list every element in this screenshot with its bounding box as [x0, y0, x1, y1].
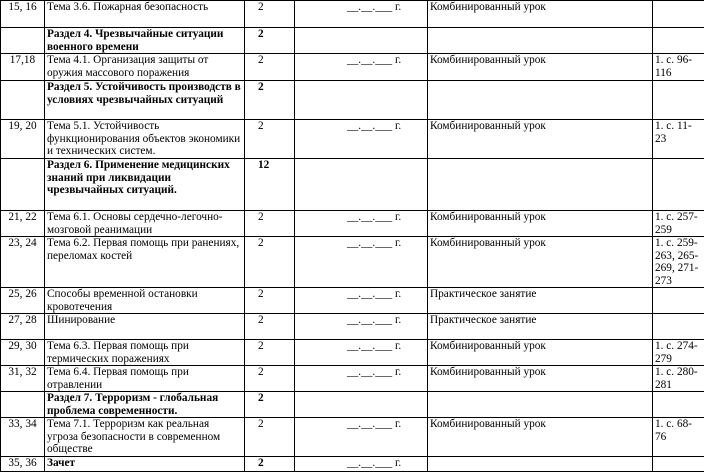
- table-row: [1, 54, 704, 81]
- topic-cell: Раздел 4. Чрезвычайные ситуации военного времени: [45, 28, 245, 54]
- hours-cell: 2: [245, 340, 295, 366]
- lesson-number-cell: 35, 36: [1, 457, 45, 472]
- reference-cell: 1. с. 257-259: [653, 211, 704, 237]
- date-cell: __.__.___ г.: [295, 54, 428, 81]
- lesson-number-cell: 21, 22: [1, 211, 45, 237]
- lesson-type-cell: Комбинированный урок: [428, 211, 653, 237]
- table-row: [1, 366, 704, 392]
- topic-cell: Тема 3.6. Пожарная безопасность: [45, 1, 245, 28]
- reference-cell: 1. с. 274-279: [653, 340, 704, 366]
- topic-cell: Способы временной остановки кровотечения: [45, 288, 245, 314]
- hours-cell: 2: [245, 28, 295, 54]
- reference-cell: [653, 159, 704, 211]
- topic-cell: Тема 6.4. Первая помощь при отравлении: [45, 366, 245, 392]
- lesson-type-cell: [428, 81, 653, 120]
- reference-cell: [653, 288, 704, 314]
- hours-cell: 12: [245, 159, 295, 211]
- hours-cell: 2: [245, 314, 295, 340]
- date-cell: __.__.___ г.: [295, 1, 428, 28]
- reference-cell: 1. с. 96-116: [653, 54, 704, 81]
- lesson-type-cell: [428, 392, 653, 418]
- date-cell: __.__.___ г.: [295, 237, 428, 288]
- date-cell: __.__.___ г.: [295, 418, 428, 457]
- lesson-number-cell: 25, 26: [1, 288, 45, 314]
- table-row: [1, 340, 704, 366]
- date-cell: __.__.___ г.: [295, 288, 428, 314]
- date-cell: [295, 159, 428, 211]
- table-row: [1, 81, 704, 120]
- table-row: [1, 120, 704, 159]
- reference-cell: 1. с. 11-23: [653, 120, 704, 159]
- hours-cell: 2: [245, 54, 295, 81]
- lesson-type-cell: Практическое занятие: [428, 314, 653, 340]
- reference-cell: [653, 457, 704, 472]
- topic-cell: Тема 6.2. Первая помощь при ранениях, переломах костей: [45, 237, 245, 288]
- hours-cell: 2: [245, 81, 295, 120]
- table-row: [1, 288, 704, 314]
- lesson-type-cell: Комбинированный урок: [428, 120, 653, 159]
- reference-cell: [653, 392, 704, 418]
- hours-cell: 2: [245, 418, 295, 457]
- table-row: [1, 159, 704, 211]
- lesson-number-cell: 17,18: [1, 54, 45, 81]
- date-cell: __.__.___ г.: [295, 457, 428, 472]
- topic-cell: Раздел 5. Устойчивость производств в условиях чрезвычайных ситуаций: [45, 81, 245, 120]
- table-row: [1, 314, 704, 340]
- lesson-number-cell: 33, 34: [1, 418, 45, 457]
- date-cell: __.__.___ г.: [295, 314, 428, 340]
- reference-cell: [653, 314, 704, 340]
- lesson-number-cell: [1, 392, 45, 418]
- table-row: [1, 392, 704, 418]
- table-row: [1, 237, 704, 288]
- topic-cell: Раздел 7. Терроризм - глобальная проблема современности.: [45, 392, 245, 418]
- lesson-type-cell: Комбинированный урок: [428, 366, 653, 392]
- hours-cell: 2: [245, 237, 295, 288]
- table-row: [1, 211, 704, 237]
- date-cell: __.__.___ г.: [295, 211, 428, 237]
- lesson-type-cell: Комбинированный урок: [428, 1, 653, 28]
- reference-cell: [653, 1, 704, 28]
- table-row: [1, 1, 704, 28]
- lesson-number-cell: [1, 28, 45, 54]
- lesson-type-cell: Комбинированный урок: [428, 340, 653, 366]
- date-cell: __.__.___ г.: [295, 366, 428, 392]
- reference-cell: 1. с. 68-76: [653, 418, 704, 457]
- lesson-number-cell: 15, 16: [1, 1, 45, 28]
- lesson-type-cell: Практическое занятие: [428, 288, 653, 314]
- hours-cell: 2: [245, 211, 295, 237]
- lesson-number-cell: [1, 81, 45, 120]
- table-body: [1, 1, 704, 472]
- lesson-type-cell: [428, 457, 653, 472]
- topic-cell: Зачет: [45, 457, 245, 472]
- lesson-number-cell: 23, 24: [1, 237, 45, 288]
- hours-cell: 2: [245, 120, 295, 159]
- lesson-number-cell: 31, 32: [1, 366, 45, 392]
- lesson-number-cell: 19, 20: [1, 120, 45, 159]
- lesson-number-cell: [1, 159, 45, 211]
- hours-cell: 2: [245, 366, 295, 392]
- lesson-type-cell: Комбинированный урок: [428, 54, 653, 81]
- lesson-type-cell: Комбинированный урок: [428, 418, 653, 457]
- hours-cell: 2: [245, 457, 295, 472]
- date-cell: [295, 81, 428, 120]
- date-cell: __.__.___ г.: [295, 120, 428, 159]
- topic-cell: Тема 4.1. Организация защиты от оружия массового поражения: [45, 54, 245, 81]
- table-row: [1, 28, 704, 54]
- hours-cell: 2: [245, 392, 295, 418]
- lesson-number-cell: 29, 30: [1, 340, 45, 366]
- table-row: [1, 418, 704, 457]
- lesson-number-cell: 27, 28: [1, 314, 45, 340]
- reference-cell: [653, 28, 704, 54]
- topic-cell: Тема 6.3. Первая помощь при термических поражениях: [45, 340, 245, 366]
- lesson-type-cell: [428, 28, 653, 54]
- table-row: [1, 457, 704, 472]
- topic-cell: Тема 6.1. Основы сердечно-легочно-мозговой реанимации: [45, 211, 245, 237]
- topic-cell: Раздел 6. Применение медицинских знаний при ликвидации чрезвычайных ситуаций.: [45, 159, 245, 211]
- hours-cell: 2: [245, 1, 295, 28]
- topic-cell: Тема 5.1. Устойчивость функционирования объектов экономики и технических систем.: [45, 120, 245, 159]
- reference-cell: 1. с. 280-281: [653, 366, 704, 392]
- hours-cell: 2: [245, 288, 295, 314]
- date-cell: [295, 28, 428, 54]
- lesson-type-cell: [428, 159, 653, 211]
- reference-cell: 1. с. 259-263, 265-269, 271-273: [653, 237, 704, 288]
- topic-cell: Тема 7.1. Терроризм как реальная угроза безопасности в современном обществе: [45, 418, 245, 457]
- date-cell: [295, 392, 428, 418]
- reference-cell: [653, 81, 704, 120]
- lesson-type-cell: Комбинированный урок: [428, 237, 653, 288]
- date-cell: __.__.___ г.: [295, 340, 428, 366]
- topic-cell: Шинирование: [45, 314, 245, 340]
